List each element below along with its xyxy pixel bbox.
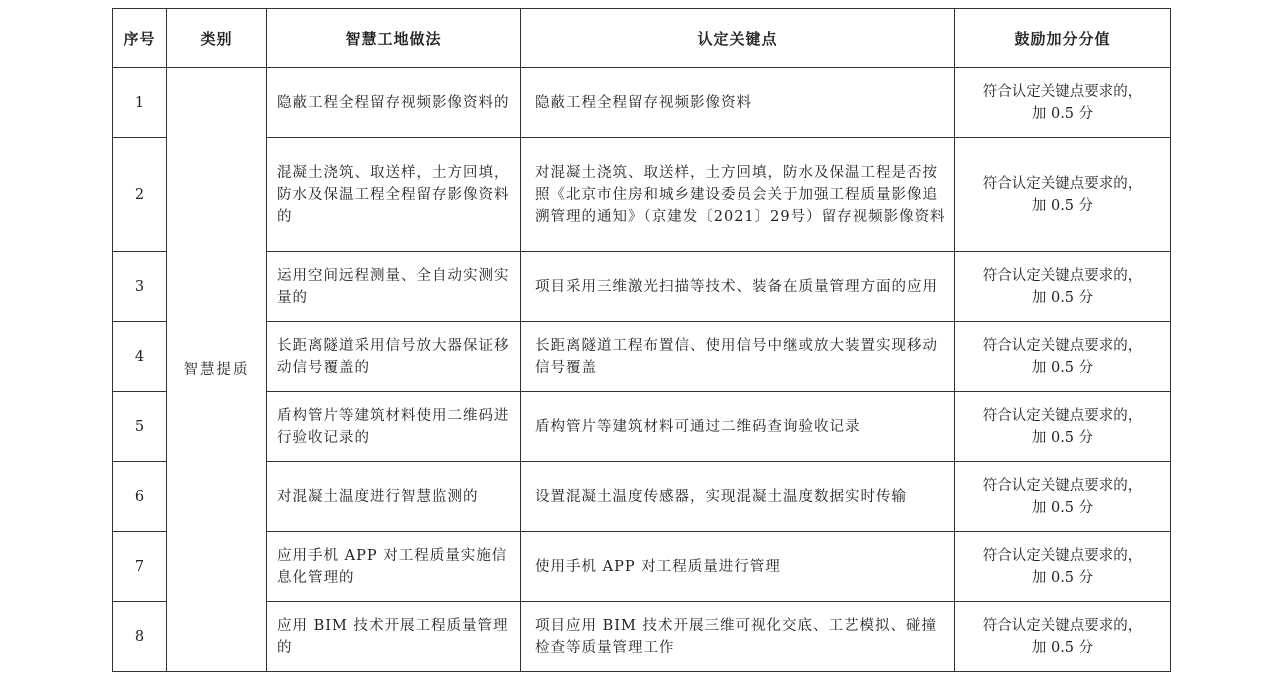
row-key-points: 长距离隧道工程布置信、使用信号中继或放大装置实现移动信号覆盖	[521, 322, 955, 392]
bonus-condition: 符合认定关键点要求的，	[982, 175, 1143, 192]
header-key-points: 认定关键点	[521, 9, 955, 68]
table-row	[113, 68, 1171, 138]
bonus-condition: 符合认定关键点要求的，	[982, 267, 1143, 284]
row-bonus	[955, 252, 1171, 322]
bonus-condition: 符合认定关键点要求的，	[982, 547, 1143, 564]
row-method: 应用 BIM 技术开展工程质量管理的	[267, 602, 521, 672]
row-key-points: 设置混凝土温度传感器，实现混凝土温度数据实时传输	[521, 462, 955, 532]
bonus-condition: 符合认定关键点要求的，	[982, 83, 1143, 100]
row-method: 隐蔽工程全程留存视频影像资料的	[267, 68, 521, 138]
table-row	[113, 532, 1171, 602]
bonus-value: 加 0.5 分	[1031, 105, 1094, 122]
row-index: 7	[113, 532, 167, 602]
bonus-value: 加 0.5 分	[1031, 569, 1094, 586]
bonus-value: 加 0.5 分	[1031, 499, 1094, 516]
row-bonus	[955, 462, 1171, 532]
row-index: 4	[113, 322, 167, 392]
table-row	[113, 392, 1171, 462]
row-method: 混凝土浇筑、取送样，土方回填，防水及保温工程全程留存影像资料的	[267, 138, 521, 252]
row-bonus	[955, 392, 1171, 462]
row-method: 盾构管片等建筑材料使用二维码进行验收记录的	[267, 392, 521, 462]
smart-site-bonus-table	[112, 8, 1171, 672]
bonus-condition: 符合认定关键点要求的，	[982, 477, 1143, 494]
row-bonus	[955, 532, 1171, 602]
row-index: 2	[113, 138, 167, 252]
row-key-points: 项目应用 BIM 技术开展三维可视化交底、工艺模拟、碰撞检查等质量管理工作	[521, 602, 955, 672]
row-method: 对混凝土温度进行智慧监测的	[267, 462, 521, 532]
bonus-value: 加 0.5 分	[1031, 639, 1094, 656]
bonus-value: 加 0.5 分	[1031, 197, 1094, 214]
header-index: 序号	[113, 9, 167, 68]
row-method: 长距离隧道采用信号放大器保证移动信号覆盖的	[267, 322, 521, 392]
row-index: 5	[113, 392, 167, 462]
row-key-points: 盾构管片等建筑材料可通过二维码查询验收记录	[521, 392, 955, 462]
row-key-points: 对混凝土浇筑、取送样，土方回填，防水及保温工程是否按照《北京市住房和城乡建设委员会关于加强工程质量影像追溯管理的通知》（京建发〔2021〕29号）留存视频影像资料	[521, 138, 955, 252]
table-row	[113, 462, 1171, 532]
row-bonus	[955, 138, 1171, 252]
row-bonus	[955, 68, 1171, 138]
table-row	[113, 602, 1171, 672]
row-index: 8	[113, 602, 167, 672]
row-bonus	[955, 322, 1171, 392]
bonus-value: 加 0.5 分	[1031, 289, 1094, 306]
bonus-value: 加 0.5 分	[1031, 359, 1094, 376]
header-bonus: 鼓励加分分值	[955, 9, 1171, 68]
bonus-condition: 符合认定关键点要求的，	[982, 617, 1143, 634]
table-row	[113, 252, 1171, 322]
table-header-row	[113, 9, 1171, 68]
bonus-value: 加 0.5 分	[1031, 429, 1094, 446]
row-key-points: 项目采用三维激光扫描等技术、装备在质量管理方面的应用	[521, 252, 955, 322]
table-row	[113, 322, 1171, 392]
category-cell: 智慧提质	[167, 68, 267, 672]
row-key-points: 隐蔽工程全程留存视频影像资料	[521, 68, 955, 138]
row-key-points: 使用手机 APP 对工程质量进行管理	[521, 532, 955, 602]
bonus-condition: 符合认定关键点要求的，	[982, 407, 1143, 424]
row-method: 运用空间远程测量、全自动实测实量的	[267, 252, 521, 322]
table-row	[113, 138, 1171, 252]
row-index: 1	[113, 68, 167, 138]
header-category: 类别	[167, 9, 267, 68]
row-method: 应用手机 APP 对工程质量实施信息化管理的	[267, 532, 521, 602]
row-index: 3	[113, 252, 167, 322]
bonus-condition: 符合认定关键点要求的，	[982, 337, 1143, 354]
row-bonus	[955, 602, 1171, 672]
header-method: 智慧工地做法	[267, 9, 521, 68]
row-index: 6	[113, 462, 167, 532]
